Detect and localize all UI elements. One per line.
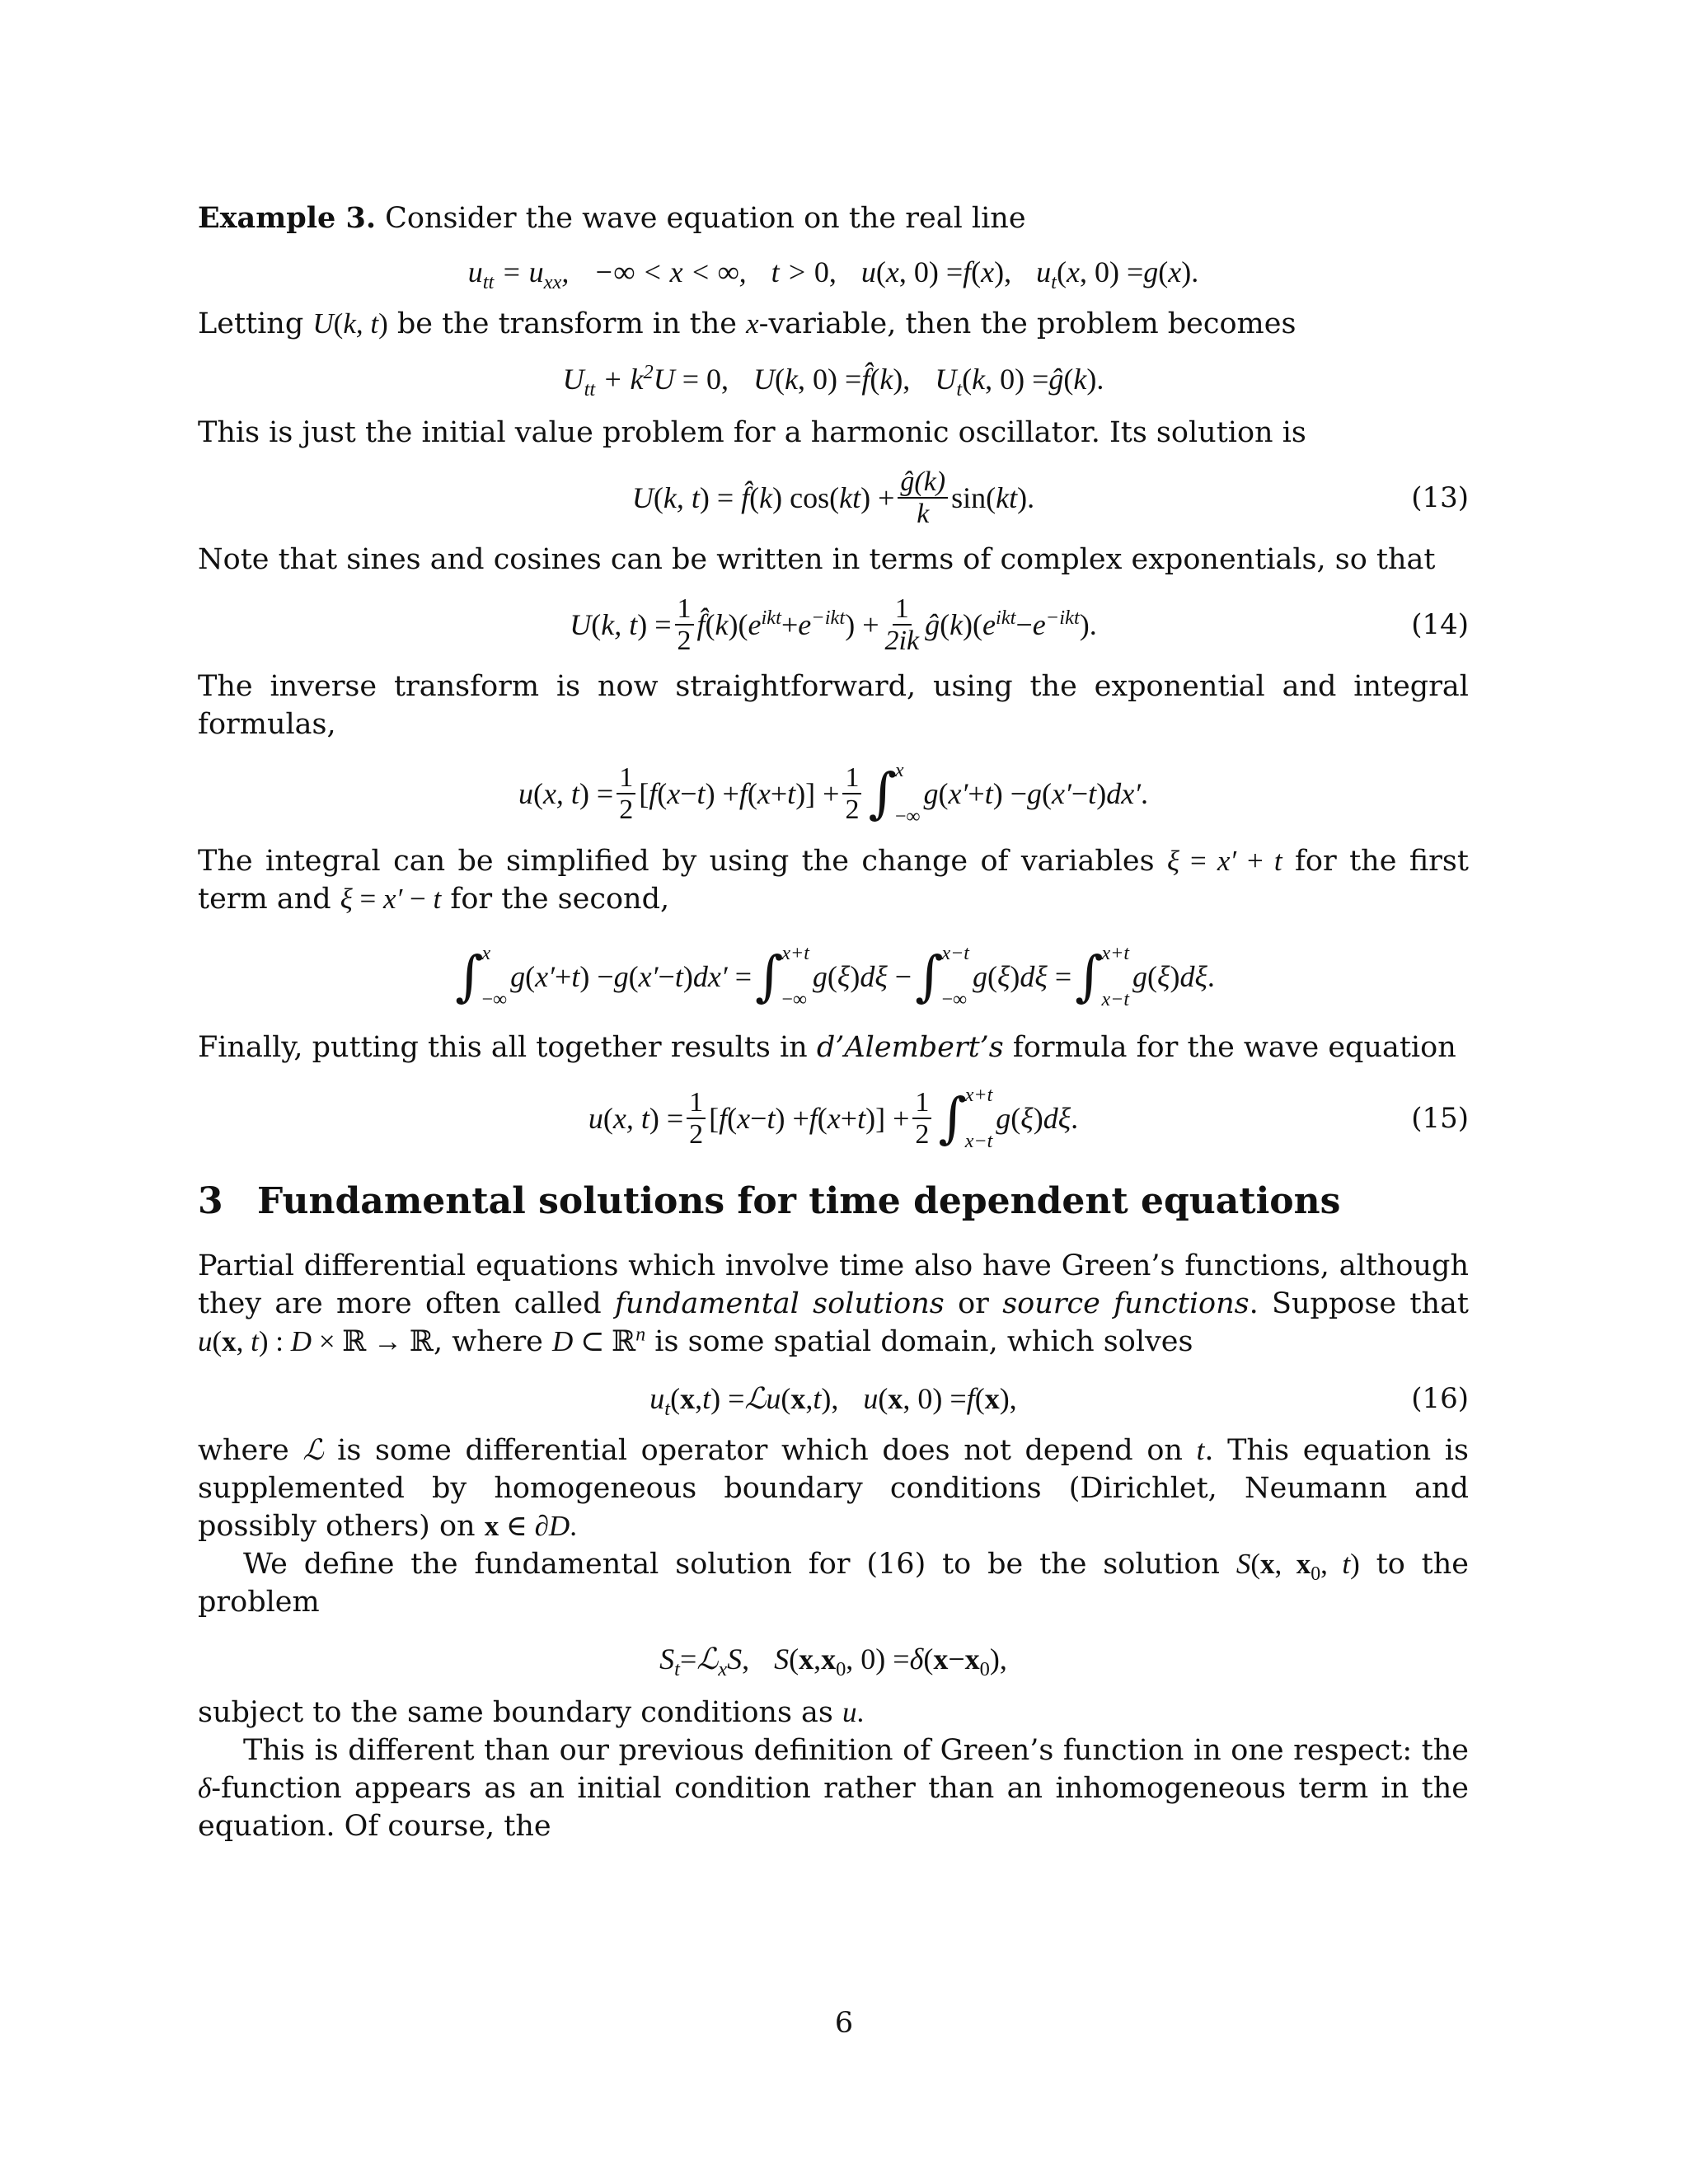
equation-transformed: $U_{tt} + k^2U$ = 0, U ( k , 0) = f̂ ( k ), $U_t$ ( k , 0) = ĝ ( k ). [562,361,1104,401]
equation-14-number: (14) [1411,608,1469,641]
finally-paragraph: Finally, putting this all together results in d’Alembert’s formula for the wave equation [198,1031,1456,1064]
simplify-paragraph: The integral can be simplified by using the change of variables ξ = x′ + t for the first term and ξ = x′ − t for the second, [198,845,1469,916]
equation-14: U ( k, t ) = $\frac{1}{2}$ f̂ ( k )( $e^{ikt}$ + $e^{-ikt}$ ) + $\frac{1}{2ik}$ ĝ ( k )( $e^{ikt}$ − $e^{-ikt}$ ). (14) [198,585,1469,664]
section-paragraph-3: We define the fundamental solution for (16) to be the solution S(x, $x_0$, t) to the problem [198,1548,1469,1619]
equation-13: U ( k, t ) = f̂ ( k ) cos( kt ) + $\frac{ĝ(k)}{k}$ sin( kt ). (13) [198,458,1469,537]
ivp-paragraph: This is just the initial value problem for a harmonic oscillator. Its solution is [198,416,1306,449]
inverse-paragraph: The inverse transform is now straightforward, using the exponential and integral formulas, [198,670,1469,741]
example-intro [198,199,1469,237]
section-title: Fundamental solutions for time dependent equations [257,1180,1341,1222]
equation-16: $u_t$ ( x , t ) = ℒu ( x , t ), u ( x , 0) = f ( x ), (16) [198,1374,1469,1423]
section-number: 3 [198,1180,223,1222]
note-paragraph: Note that sines and cosines can be written in terms of complex exponentials, so that [198,543,1436,576]
equation-inverse: u ( x, t ) = $\frac{1}{2}$ [ f ( x − t ) + f ( x + t )] + $\frac{1}{2}$ ∫ x −∞ g ( x′ + t ) − g ( x′ − t ) dx′ . [518,760,1149,827]
letting-paragraph: Letting U(k, t) be the transform in the x-variable, then the problem becomes [198,307,1296,340]
section-paragraph-5: This is different than our previous definition of Green’s function in one respect: the δ-function appears as an initial condition rather than an inhomogeneous term in the equation. Of course, the [198,1734,1469,1843]
equation-16-number: (16) [1411,1382,1469,1415]
page-number: 6 [834,2007,854,2040]
equation-15: u ( x, t ) = $\frac{1}{2}$ [ f ( x − t ) + f ( x + t )] + $\frac{1}{2}$ ∫ x+t x−t g ( ξ ) dξ . (15) [198,1073,1469,1164]
section-paragraph-2: where ℒ is some differential operator which does not depend on t. This equation is supplemented by homogeneous boundary conditions (Dirichlet, Neumann and possibly others) on x ∈ ∂D. [198,1434,1469,1543]
section-paragraph-1: Partial differential equations which involve time also have Green’s functions, although they are more often called fundamental solutions or source functions. Suppose that u(x, t) : D × ℝ → ℝ, where D ⊂ ℝ$^n$ is some spatial domain, which solves [198,1249,1469,1358]
page-body [198,190,1469,1845]
equation-wave: $u_{tt} = u_{xx}$, −∞ < x < ∞, t > 0, u ( x , 0) = f ( x ), $u_t$ ( x , 0) = g ( x ). [467,255,1199,294]
equation-fundamental: $S_t$ = ℒ$_x$S , S ( x , x $_0$, 0) = δ ( x − x $_0$), [659,1643,1007,1681]
example-intro-text: Consider the wave equation on the real line [385,202,1026,235]
section-paragraph-4: subject to the same boundary conditions as u. [198,1696,865,1729]
equation-15-number: (15) [1411,1102,1469,1135]
section-heading [198,1180,1469,1222]
equation-13-number: (13) [1411,481,1469,514]
example-label: Example 3. [198,201,377,235]
equation-change-of-variables: ∫ x −∞ g ( x′ + t ) − g ( x′ − t ) dx′ = ∫ x+t −∞ g ( ξ ) dξ − ∫ x−t −∞ g ( ξ ) dξ = ∫ x+t x−t g ( ξ ) dξ . [455,943,1215,1010]
